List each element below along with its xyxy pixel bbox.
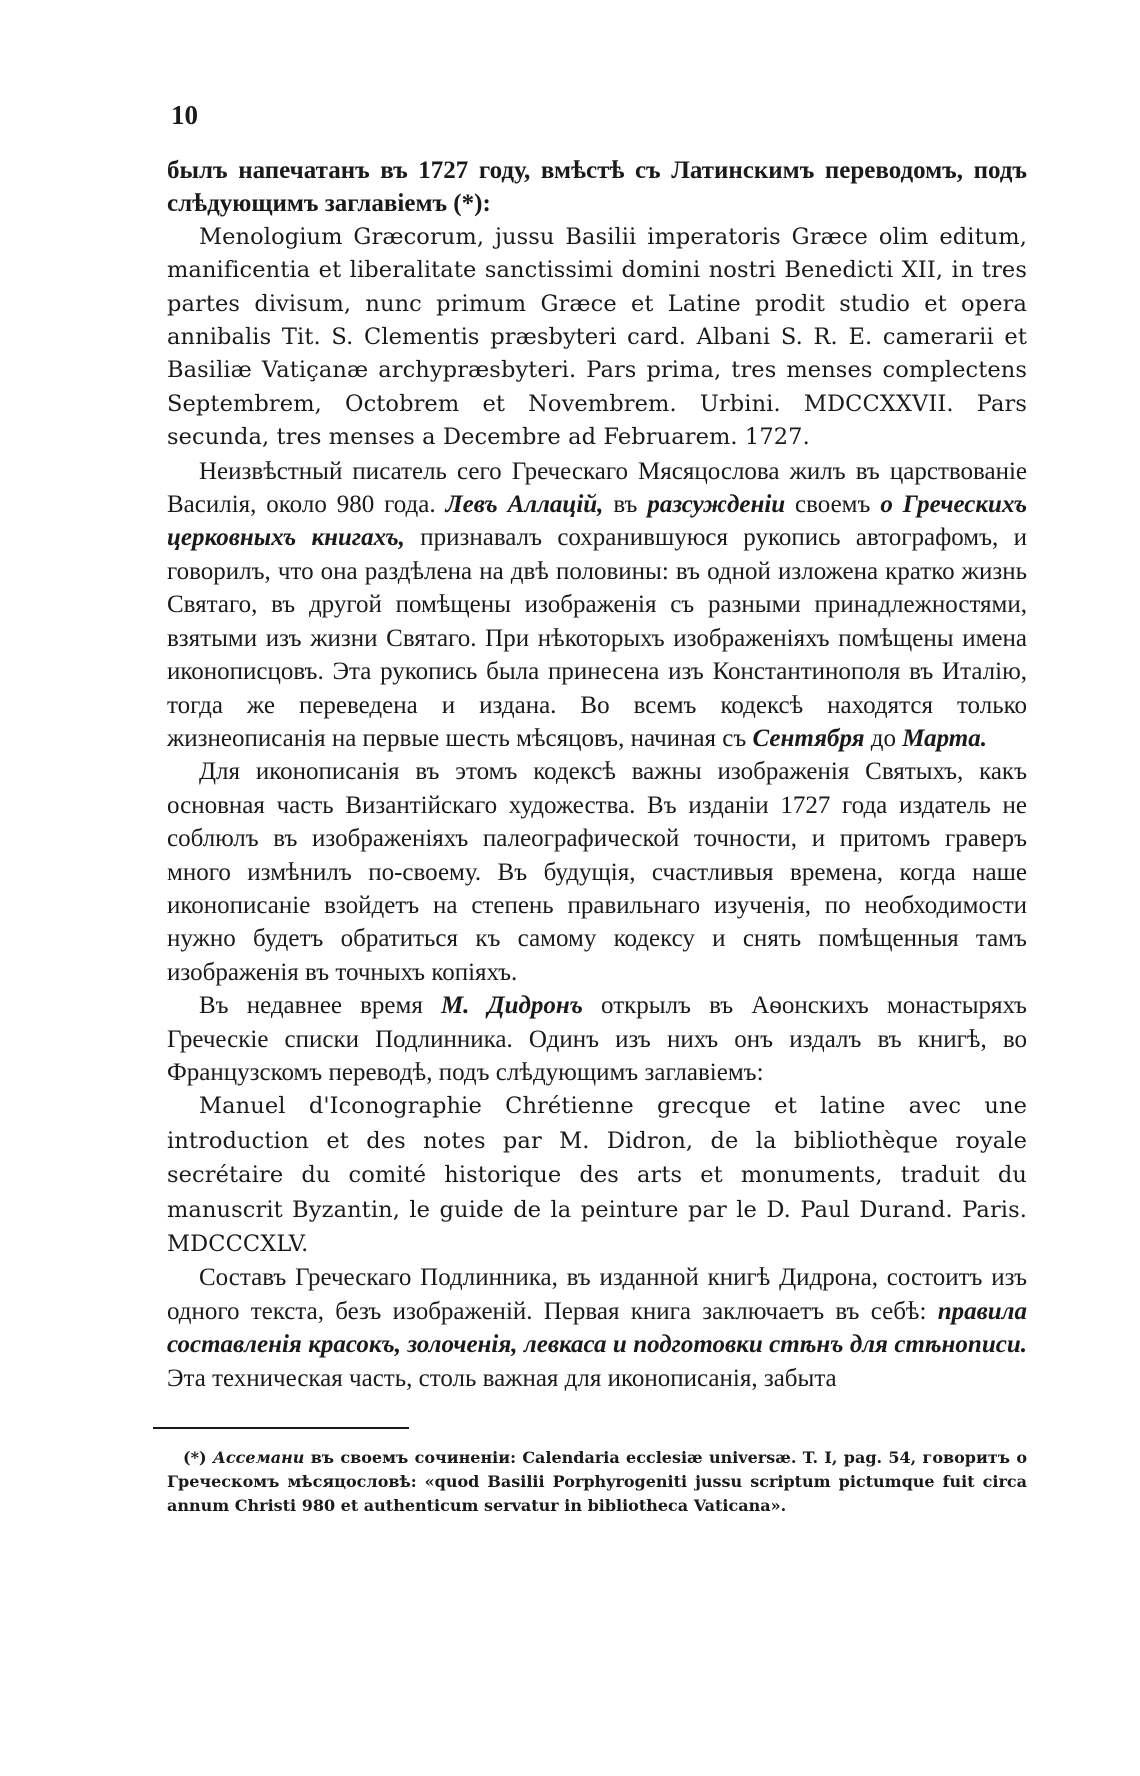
text-segment: въ своемъ сочиненіи: Calendaria ecclesiæ universæ. T. I, pag. 54, говоритъ о Греческомъ мѣсяцословѣ: «quod Basilii Porphyrogeniti jussu scriptum pictumque fuit circa annum Christi 980 et authenticum servatur in bibliotheca Vaticana».	[167, 1448, 1027, 1515]
italic-segment: М. Дидронъ	[440, 992, 583, 1020]
text-segment: открылъ въ Аѳонскихъ монастыряхъ Греческіе списки Подлинника. Одинъ изъ нихъ онъ издалъ въ книгѣ, во Французскомъ переводѣ, подъ слѣдующимъ заглавіемъ:	[167, 992, 1027, 1086]
page-number: 10	[171, 100, 198, 130]
paragraph-latin-title-manuel	[167, 1089, 1027, 1261]
text-segment: до	[864, 724, 903, 752]
text-segment: Для иконописанія въ этомъ кодексѣ важны изображенія Святыхъ, какъ основная часть Византійскаго художества. Въ изданіи 1727 года издатель не соблюлъ въ изображеніяхъ палеографической точности, и притомъ граверъ много измѣнилъ по-своему. Въ будущія, счастливыя времена, когда наше иконописаніе взойдетъ на степень правильнаго изученія, по необходимости нужно будетъ обратиться къ самому кодексу и снять помѣщенныя тамъ изображенія въ точныхъ копіяхъ.	[167, 758, 1027, 986]
main-text	[167, 154, 1027, 1395]
paragraph-5	[167, 989, 1027, 1089]
text-segment: Составъ Греческаго Подлинника, въ изданной книгѣ Дидрона, состоитъ изъ одного текста, безъ изображеній. Первая книга заключаетъ въ себѣ:	[167, 1264, 1027, 1325]
italic-segment: о Греческихъ церковныхъ книгахъ,	[167, 491, 1027, 552]
paragraph-7	[167, 1261, 1027, 1395]
italic-segment: правила составленія красокъ, золоченія, левкаса и подготовки стѣнъ для стѣнописи.	[167, 1297, 1027, 1359]
text-segment: Menologium Græcorum, jussu Basilii imperatoris Græce olim editum, manificentia et liberalitate sanctissimi domini nostri Benedicti XII, in tres partes divisum, nunc primum Græce et Latine prodit studio et opera annibalis Tit. S. Clementis præsbyteri card. Albani S. R. E. camerarii et Basiliæ Vatiçanæ archypræsbyteri. Pars prima, tres menses complectens Septembrem, Octobrem et Novembrem. Urbini. MDCCXXVII. Pars secunda, tres menses a Decembre ad Februarem. 1727.	[167, 223, 1027, 451]
text-segment: Въ недавнее время	[199, 992, 441, 1020]
paragraph-3	[167, 455, 1027, 756]
text-segment: признавалъ сохранившуюся рукопись автографомъ, и говорилъ, что она раздѣлена на двѣ половины: въ одной изложена кратко жизнь Святаго, въ другой помѣщены изображенія съ разными принадлежностями, взятыми изъ жизни Святаго. При нѣкоторыхъ изображеніяхъ помѣщены имена иконописцовъ. Эта рукопись была принесена изъ Константинополя въ Италію, тогда же переведена и издана. Во всемъ кодексѣ находятся только жизнеописанія на первые шесть мѣсяцовъ, начиная съ	[167, 524, 1027, 752]
paragraph-1	[167, 154, 1027, 221]
text-segment: Неизвѣстный писатель сего Греческаго Мясяцослова жилъ въ царствованіе Василія, около 980 года.	[167, 457, 1027, 519]
footnote-text	[167, 1446, 1027, 1518]
italic-segment: Ассемани	[212, 1448, 305, 1467]
text-segment: своемъ	[785, 491, 881, 519]
footnote	[167, 1446, 1027, 1518]
italic-segment: разсужденіи	[647, 491, 786, 519]
italic-segment: Марта.	[902, 724, 987, 752]
paragraph-4	[167, 755, 1027, 989]
italic-segment: Сентября	[752, 724, 865, 752]
footnote-divider	[153, 1427, 409, 1429]
paragraph-latin-title-menologium	[167, 221, 1027, 455]
italic-segment: Левъ Аллацій,	[445, 491, 604, 519]
text-segment: въ	[603, 491, 648, 519]
text-segment: Manuel d'Iconographie Chrétienne grecque et latine avec une introduction et des notes par M. Didron, de la bibliothèque royale secrétaire du comité historique des arts et monuments, traduit du manuscrit Byzantin, le guide de la peinture par le D. Paul Durand. Paris. MDCCCXLV.	[167, 1093, 1027, 1257]
text-segment: Эта техническая часть, столь важная для иконописанія, забыта	[167, 1364, 837, 1392]
text-segment: (*)	[183, 1448, 213, 1467]
text-segment: былъ напечатанъ въ 1727 году, вмѣстѣ съ Латинскимъ переводомъ, подъ слѣдующимъ заглавіемъ (*):	[167, 157, 1027, 218]
